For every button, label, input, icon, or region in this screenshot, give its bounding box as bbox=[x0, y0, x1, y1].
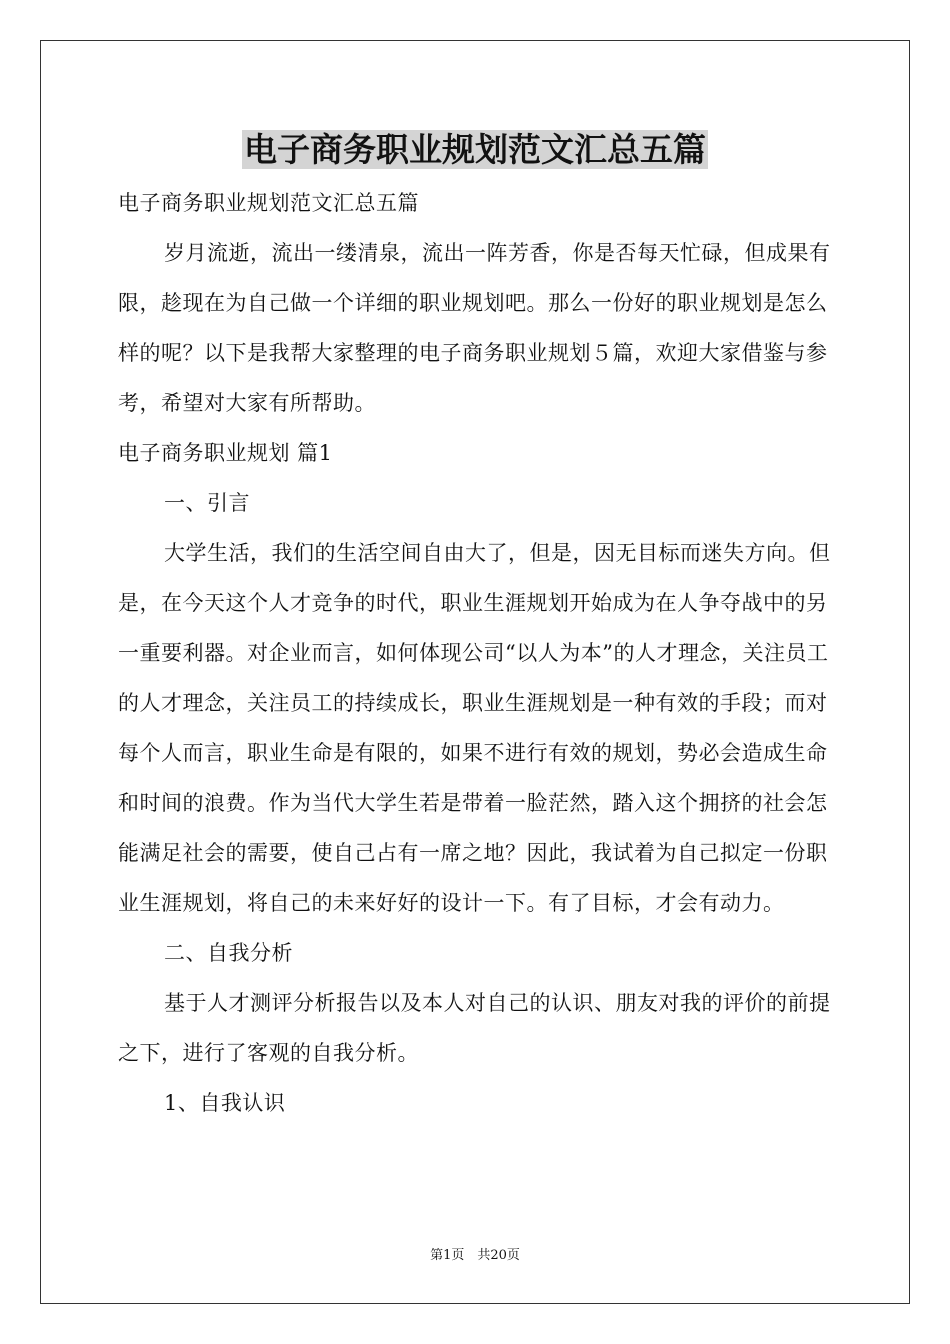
subsection-heading: 一、引言 bbox=[164, 491, 250, 515]
subsection-heading: 1、自我认识 bbox=[164, 1091, 286, 1115]
subsection-heading: 二、自我分析 bbox=[164, 941, 293, 965]
section-heading: 电子商务职业规划 篇1 bbox=[118, 441, 333, 465]
body-paragraph: 岁月流逝，流出一缕清泉，流出一阵芳香，你是否每天忙碌，但成果有限，趁现在为自己做一个详细的职业规划吧。那么一份好的职业规划是怎么样的呢？以下是我帮大家整理的电子商务职业规划５篇，欢迎大家借鉴与参考，希望对大家有所帮助。 bbox=[118, 241, 831, 415]
document-title-text: 电子商务职业规划范文汇总五篇 bbox=[244, 130, 706, 169]
body-paragraph: 电子商务职业规划范文汇总五篇 bbox=[118, 191, 419, 215]
document-body bbox=[118, 178, 838, 1128]
document-title bbox=[0, 128, 950, 172]
body-paragraph: 大学生活，我们的生活空间自由大了，但是，因无目标而迷失方向。但是，在今天这个人才竞争的时代，职业生涯规划开始成为在人争夺战中的另一重要利器。对企业而言，如何体现公司“以人为本”的人才理念，关注员工的人才理念，关注员工的持续成长，职业生涯规划是一种有效的手段；而对每个人而言，职业生命是有限的，如果不进行有效的规划，势必会造成生命和时间的浪费。作为当代大学生若是带着一脸茫然，踏入这个拥挤的社会怎能满足社会的需要，使自己占有一席之地？因此，我试着为自己拟定一份职业生涯规划，将自己的未来好好的设计一下。有了目标，才会有动力。 bbox=[118, 541, 831, 915]
body-paragraph: 基于人才测评分析报告以及本人对自己的认识、朋友对我的评价的前提之下，进行了客观的自我分析。 bbox=[118, 991, 831, 1065]
page-footer: 第1页 共20页 bbox=[430, 1248, 520, 1263]
